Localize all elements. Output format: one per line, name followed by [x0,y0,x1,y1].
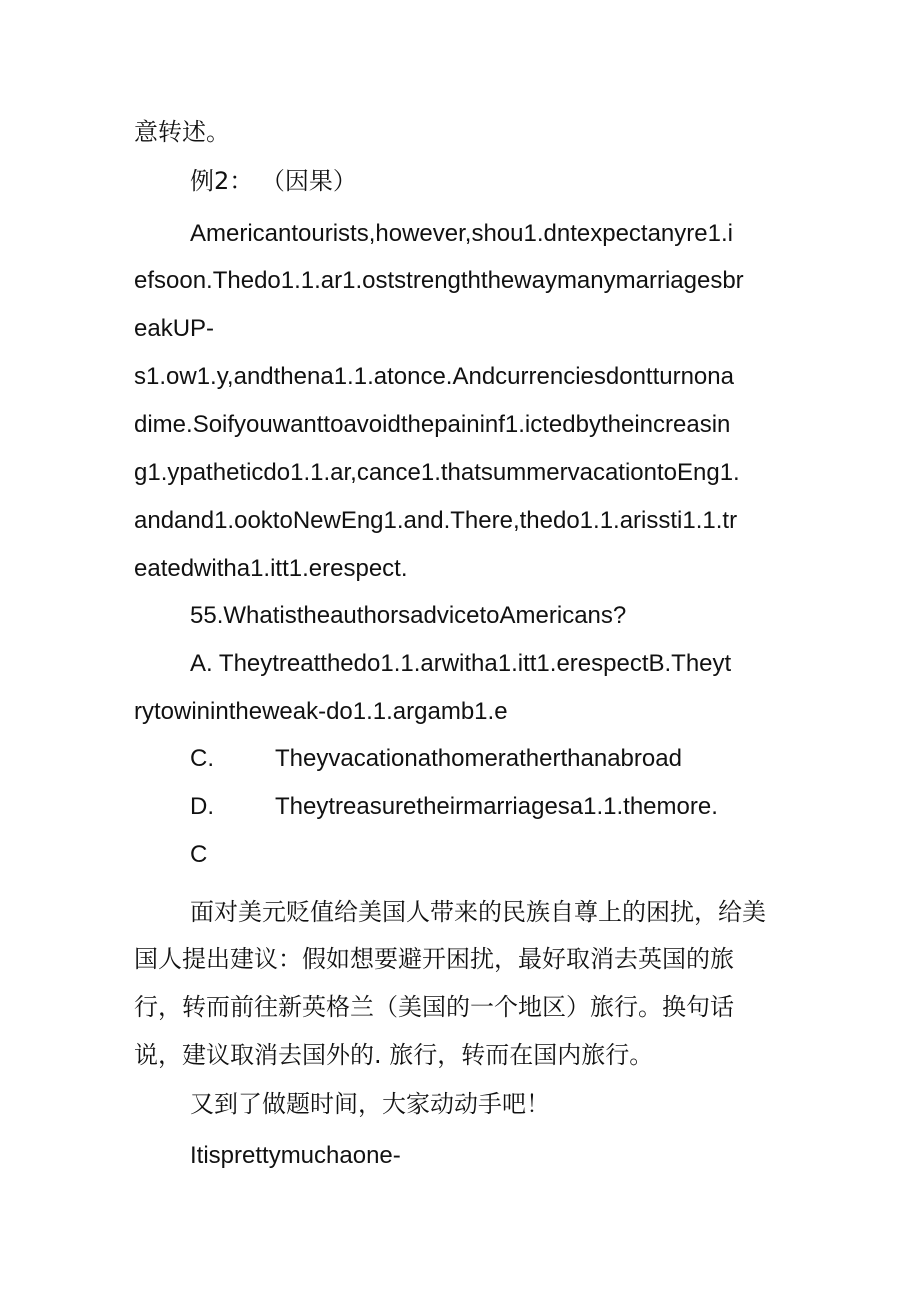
passage-line: Americantourists,however,shou1.dntexpectanyre1.i [190,220,733,247]
passage-line: dime.Soifyouwanttoavoidthepaininf1.ictedbytheincreasin [134,411,731,438]
passage-line: eatedwitha1.itt1.erespect. [134,555,408,582]
example-heading: 例2： （因果） [190,167,357,195]
passage-line: eakUP- [134,315,215,342]
option-a-line: A. Theytreatthedo1.1.arwitha1.itt1.erespectB.Theyt [190,650,732,677]
option-c-letter: C. [190,745,214,772]
option-c-text: Theyvacationathomeratherthanabroad [275,745,682,772]
question-line: 55.WhatistheauthorsadvicetoAmericans? [190,602,627,629]
explanation-line: 说，建议取消去国外的. 旅行，转而在国内旅行。 [134,1041,654,1069]
explanation-line: 国人提出建议：假如想要避开困扰，最好取消去英国的旅 [134,945,734,973]
prompt-line: 又到了做题时间，大家动动手吧！ [190,1090,550,1118]
passage-line: andand1.ooktoNewEng1.and.There,thedo1.1.arissti1.1.tr [134,507,738,534]
paragraph-line: 意转述。 [134,118,230,146]
option-d-text: Theytreasuretheirmarriagesa1.1.themore. [275,793,718,820]
passage-line: g1.ypatheticdo1.1.ar,cance1.thatsummervacationtoEng1. [134,459,740,486]
passage-line: efsoon.Thedo1.1.ar1.oststrengththewaymanymarriagesbr [134,267,744,294]
passage-line: s1.ow1.y,andthena1.1.atonce.Andcurrenciesdontturnona [134,363,734,390]
option-d-letter: D. [190,793,214,820]
option-b-line: rytowinintheweak-do1.1.argamb1.e [134,698,508,725]
explanation-line: 面对美元贬值给美国人带来的民族自尊上的困扰，给美 [190,898,766,926]
answer-line: C [190,841,208,868]
explanation-line: 行，转而前往新英格兰（美国的一个地区）旅行。换句话 [134,993,734,1021]
passage-line: Itisprettymuchaone- [190,1142,401,1169]
